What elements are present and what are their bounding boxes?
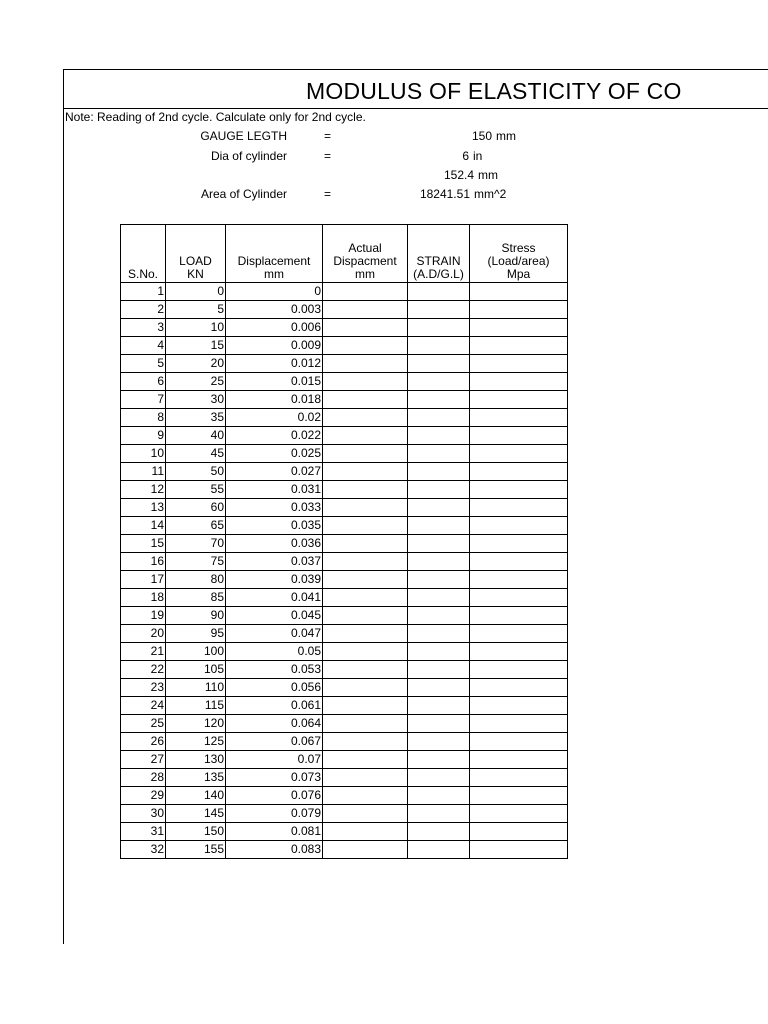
cell-load[interactable]: 145 [166,805,226,823]
cell-load[interactable]: 50 [166,463,226,481]
cylinder-dia-equals: = [324,149,332,163]
cell-sno[interactable]: 27 [121,751,166,769]
cell-load[interactable]: 155 [166,841,226,859]
cell-sno[interactable]: 26 [121,733,166,751]
cell-strain[interactable] [408,607,470,625]
table-row [121,787,568,805]
cell-strain[interactable] [408,643,470,661]
cell-strain[interactable] [408,499,470,517]
gauge-length-unit: mm [496,129,516,143]
cell-stress[interactable] [470,769,568,787]
cell-stress[interactable] [470,553,568,571]
cell-sno[interactable]: 4 [121,337,166,355]
cell-actual-displacement[interactable] [323,553,408,571]
cell-actual-displacement[interactable] [323,787,408,805]
cell-sno[interactable]: 19 [121,607,166,625]
cell-sno[interactable]: 23 [121,679,166,697]
cell-actual-displacement[interactable] [323,733,408,751]
cell-actual-displacement[interactable] [323,751,408,769]
cell-actual-displacement[interactable] [323,427,408,445]
cell-displacement[interactable]: 0.033 [226,499,323,517]
cell-stress[interactable] [470,805,568,823]
cell-displacement[interactable]: 0.079 [226,805,323,823]
cell-displacement[interactable]: 0.035 [226,517,323,535]
cell-stress[interactable] [470,391,568,409]
cell-strain[interactable] [408,733,470,751]
cell-displacement[interactable]: 0.031 [226,481,323,499]
table-header-row [121,225,568,283]
cell-strain[interactable] [408,427,470,445]
cell-actual-displacement[interactable] [323,319,408,337]
cell-actual-displacement[interactable] [323,805,408,823]
cell-strain[interactable] [408,553,470,571]
cell-sno[interactable]: 24 [121,697,166,715]
cell-load[interactable]: 40 [166,427,226,445]
cell-sno[interactable]: 12 [121,481,166,499]
table-row [121,283,568,301]
cell-sno[interactable]: 30 [121,805,166,823]
cell-load[interactable]: 60 [166,499,226,517]
cell-displacement[interactable]: 0.027 [226,463,323,481]
cell-sno[interactable]: 29 [121,787,166,805]
cell-sno[interactable]: 14 [121,517,166,535]
cell-displacement[interactable]: 0.067 [226,733,323,751]
cell-load[interactable]: 65 [166,517,226,535]
cell-stress[interactable] [470,625,568,643]
cell-strain[interactable] [408,409,470,427]
cell-stress[interactable] [470,787,568,805]
cell-displacement[interactable]: 0 [226,283,323,301]
cell-load[interactable]: 25 [166,373,226,391]
cell-load[interactable]: 45 [166,445,226,463]
cell-displacement[interactable]: 0.02 [226,409,323,427]
table-row [121,409,568,427]
cell-sno[interactable]: 28 [121,769,166,787]
table-row [121,841,568,859]
cell-actual-displacement[interactable] [323,283,408,301]
table-row [121,535,568,553]
cell-displacement[interactable]: 0.036 [226,535,323,553]
cell-load[interactable]: 90 [166,607,226,625]
table-row [121,625,568,643]
cell-stress[interactable] [470,697,568,715]
table-row [121,337,568,355]
cell-displacement[interactable]: 0.061 [226,697,323,715]
table-row [121,481,568,499]
cell-sno[interactable]: 17 [121,571,166,589]
cell-load[interactable]: 135 [166,769,226,787]
cell-load[interactable]: 75 [166,553,226,571]
cell-sno[interactable]: 20 [121,625,166,643]
table-row [121,553,568,571]
cell-stress[interactable] [470,823,568,841]
cell-load[interactable]: 55 [166,481,226,499]
cell-strain[interactable] [408,679,470,697]
cell-actual-displacement[interactable] [323,499,408,517]
cell-stress[interactable] [470,481,568,499]
note-text: Note: Reading of 2nd cycle. Calculate only for 2nd cycle. [65,110,366,124]
table-row [121,499,568,517]
cell-load[interactable]: 85 [166,589,226,607]
cell-sno[interactable]: 21 [121,643,166,661]
cell-sno[interactable]: 22 [121,661,166,679]
cell-stress[interactable] [470,463,568,481]
cell-displacement[interactable]: 0.045 [226,607,323,625]
cell-strain[interactable] [408,283,470,301]
table-row [121,607,568,625]
cell-sno[interactable]: 11 [121,463,166,481]
cell-sno[interactable]: 7 [121,391,166,409]
cell-stress[interactable] [470,643,568,661]
table-row [121,373,568,391]
cell-stress[interactable] [470,715,568,733]
cell-displacement[interactable]: 0.053 [226,661,323,679]
cell-actual-displacement[interactable] [323,355,408,373]
cell-actual-displacement[interactable] [323,571,408,589]
cell-displacement[interactable]: 0.022 [226,427,323,445]
cell-actual-displacement[interactable] [323,607,408,625]
cell-stress[interactable] [470,679,568,697]
cell-displacement[interactable]: 0.012 [226,355,323,373]
cell-stress[interactable] [470,445,568,463]
cell-actual-displacement[interactable] [323,823,408,841]
cell-actual-displacement[interactable] [323,841,408,859]
cell-sno[interactable]: 8 [121,409,166,427]
cell-strain[interactable] [408,481,470,499]
table-row [121,733,568,751]
cell-stress[interactable] [470,499,568,517]
cell-strain[interactable] [408,319,470,337]
cell-load[interactable]: 10 [166,319,226,337]
cell-actual-displacement[interactable] [323,409,408,427]
cell-sno[interactable]: 1 [121,283,166,301]
header-displacement[interactable]: Displacement mm [226,225,323,283]
cell-actual-displacement[interactable] [323,535,408,553]
cell-stress[interactable] [470,751,568,769]
cell-strain[interactable] [408,301,470,319]
cylinder-dia-mm-unit: mm [478,168,498,182]
cell-displacement[interactable]: 0.041 [226,589,323,607]
table-row [121,571,568,589]
title-divider [63,108,768,109]
cell-actual-displacement[interactable] [323,517,408,535]
cell-strain[interactable] [408,589,470,607]
cell-stress[interactable] [470,373,568,391]
cell-displacement[interactable]: 0.037 [226,553,323,571]
cell-strain[interactable] [408,715,470,733]
cell-sno[interactable]: 2 [121,301,166,319]
cell-displacement[interactable]: 0.009 [226,337,323,355]
readings-table [120,224,568,859]
cell-actual-displacement[interactable] [323,589,408,607]
cell-displacement[interactable]: 0.076 [226,787,323,805]
gauge-length-value: 150 [471,129,492,143]
cell-load[interactable]: 15 [166,337,226,355]
table-row [121,319,568,337]
cell-load[interactable]: 115 [166,697,226,715]
cell-stress[interactable] [470,733,568,751]
table-row [121,463,568,481]
cell-strain[interactable] [408,751,470,769]
cell-actual-displacement[interactable] [323,625,408,643]
cell-load[interactable]: 120 [166,715,226,733]
cell-strain[interactable] [408,463,470,481]
cell-load[interactable]: 125 [166,733,226,751]
cell-sno[interactable]: 3 [121,319,166,337]
table-row [121,355,568,373]
table-row [121,679,568,697]
cell-actual-displacement[interactable] [323,391,408,409]
cell-stress[interactable] [470,841,568,859]
cell-displacement[interactable]: 0.018 [226,391,323,409]
cell-load[interactable]: 80 [166,571,226,589]
cylinder-dia-label: Dia of cylinder [210,149,287,163]
cell-strain[interactable] [408,337,470,355]
cell-sno[interactable]: 6 [121,373,166,391]
cell-strain[interactable] [408,535,470,553]
cell-strain[interactable] [408,445,470,463]
cell-displacement[interactable]: 0.083 [226,841,323,859]
cell-actual-displacement[interactable] [323,481,408,499]
cell-actual-displacement[interactable] [323,337,408,355]
cell-strain[interactable] [408,391,470,409]
cell-stress[interactable] [470,319,568,337]
header-stress[interactable]: Stress (Load/area) Mpa [470,225,568,283]
cell-displacement[interactable]: 0.056 [226,679,323,697]
cylinder-area-equals: = [324,187,332,201]
table-row [121,589,568,607]
cell-strain[interactable] [408,787,470,805]
cell-sno[interactable]: 18 [121,589,166,607]
cell-displacement[interactable]: 0.081 [226,823,323,841]
table-row [121,445,568,463]
cell-sno[interactable]: 25 [121,715,166,733]
cell-load[interactable]: 35 [166,409,226,427]
cell-strain[interactable] [408,805,470,823]
cell-sno[interactable]: 13 [121,499,166,517]
table-row [121,301,568,319]
cell-strain[interactable] [408,823,470,841]
cell-load[interactable]: 95 [166,625,226,643]
cell-load[interactable]: 110 [166,679,226,697]
cell-load[interactable]: 30 [166,391,226,409]
cell-displacement[interactable]: 0.064 [226,715,323,733]
header-actual-displacement[interactable]: Actual Dispacment mm [323,225,408,283]
cell-load[interactable]: 105 [166,661,226,679]
cell-displacement[interactable]: 0.006 [226,319,323,337]
cell-actual-displacement[interactable] [323,643,408,661]
cell-displacement[interactable]: 0.047 [226,625,323,643]
table-row [121,391,568,409]
table-row [121,715,568,733]
cell-sno[interactable]: 31 [121,823,166,841]
table-row [121,697,568,715]
cell-stress[interactable] [470,589,568,607]
cell-load[interactable]: 130 [166,751,226,769]
cell-stress[interactable] [470,517,568,535]
cell-actual-displacement[interactable] [323,301,408,319]
table-row [121,661,568,679]
table-row [121,823,568,841]
cell-displacement[interactable]: 0.039 [226,571,323,589]
header-load[interactable]: LOAD KN [166,225,226,283]
cell-load[interactable]: 140 [166,787,226,805]
cell-sno[interactable]: 16 [121,553,166,571]
cell-load[interactable]: 0 [166,283,226,301]
cell-stress[interactable] [470,337,568,355]
cell-actual-displacement[interactable] [323,715,408,733]
cell-stress[interactable] [470,409,568,427]
table-row [121,643,568,661]
page-title: MODULUS OF ELASTICITY OF CO [306,78,682,104]
gauge-length-label: GAUGE LEGTH [200,129,287,143]
cell-displacement[interactable]: 0.073 [226,769,323,787]
cylinder-dia-mm-value: 152.4 [443,168,474,182]
cell-stress[interactable] [470,283,568,301]
cell-stress[interactable] [470,607,568,625]
cell-strain[interactable] [408,697,470,715]
cylinder-dia-value: 6 [462,149,469,163]
header-strain[interactable]: STRAIN (A.D/G.L) [408,225,470,283]
cylinder-area-unit: mm^2 [474,187,507,201]
cell-strain[interactable] [408,841,470,859]
cell-strain[interactable] [408,517,470,535]
cell-actual-displacement[interactable] [323,661,408,679]
cell-strain[interactable] [408,373,470,391]
cell-stress[interactable] [470,355,568,373]
cell-displacement[interactable]: 0.003 [226,301,323,319]
cell-sno[interactable]: 5 [121,355,166,373]
table-row [121,427,568,445]
cell-stress[interactable] [470,301,568,319]
cell-load[interactable]: 5 [166,301,226,319]
cell-load[interactable]: 20 [166,355,226,373]
cylinder-dia-unit: in [473,149,483,163]
cell-load[interactable]: 70 [166,535,226,553]
cell-stress[interactable] [470,571,568,589]
cell-load[interactable]: 100 [166,643,226,661]
cell-sno[interactable]: 32 [121,841,166,859]
cell-stress[interactable] [470,427,568,445]
header-sno[interactable]: S.No. [121,225,166,283]
table-row [121,769,568,787]
cell-strain[interactable] [408,571,470,589]
cell-displacement[interactable]: 0.05 [226,643,323,661]
cell-sno[interactable]: 9 [121,427,166,445]
cell-actual-displacement[interactable] [323,373,408,391]
cell-displacement[interactable]: 0.015 [226,373,323,391]
cylinder-area-value: 18241.51 [419,187,470,201]
cell-displacement[interactable]: 0.07 [226,751,323,769]
gauge-length-equals: = [324,129,332,143]
table-row [121,517,568,535]
cylinder-area-label: Area of Cylinder [200,187,287,201]
cell-strain[interactable] [408,661,470,679]
cell-displacement[interactable]: 0.025 [226,445,323,463]
cell-sno[interactable]: 15 [121,535,166,553]
cell-stress[interactable] [470,535,568,553]
table-row [121,751,568,769]
cell-actual-displacement[interactable] [323,463,408,481]
cell-actual-displacement[interactable] [323,445,408,463]
table-row [121,805,568,823]
cell-strain[interactable] [408,769,470,787]
cell-actual-displacement[interactable] [323,697,408,715]
cell-strain[interactable] [408,355,470,373]
cell-strain[interactable] [408,625,470,643]
cell-load[interactable]: 150 [166,823,226,841]
cell-actual-displacement[interactable] [323,769,408,787]
cell-sno[interactable]: 10 [121,445,166,463]
cell-actual-displacement[interactable] [323,679,408,697]
cell-stress[interactable] [470,661,568,679]
